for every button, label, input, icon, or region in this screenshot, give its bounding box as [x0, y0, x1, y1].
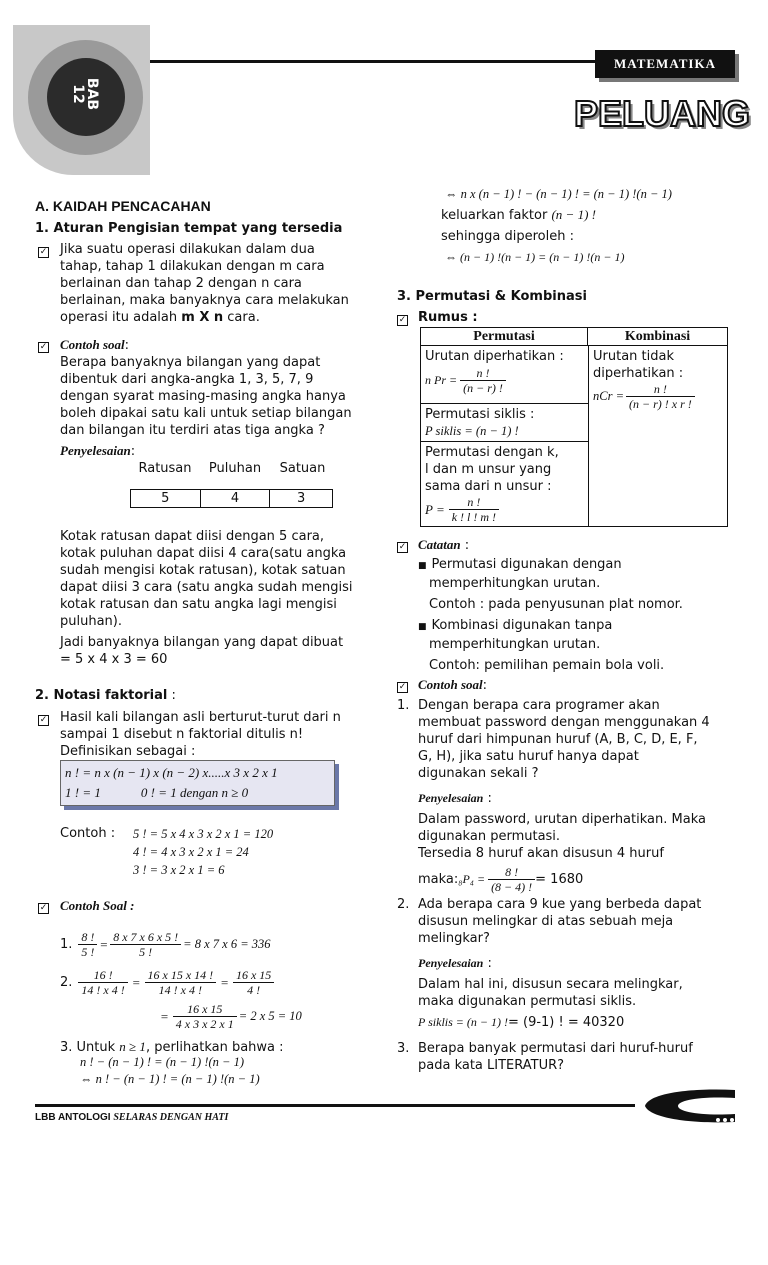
problem-1: Dengan berapa cara programer akan membuat password dengan menggunakan 4 huruf dari himpunan huruf (A, B, C, D, E, F, G, H), jika satu huruf hanya dapat digunakan sekali ? Penyelesaian : Dalam password, urutan diperhatikan. Maka digunakan permutasi. Tersedia 8 huruf akan disusun 4 huruf maka: ₈P₄ = $\frac{8 !}{(8 - 4) !}$ = 1680 [418, 698, 710, 894]
catatan-heading: Catatan : [418, 537, 470, 553]
permutasi-ordered-cell: Urutan diperhatikan : n Pr = $\frac{n !}{(n - r) !}$ [421, 346, 588, 404]
footer-text: LBB ANTOLOGI SELARAS DENGAN HATI [35, 1112, 229, 1123]
checkbox-icon: ✓ [398, 682, 407, 692]
table-head-satuan: Satuan [279, 461, 326, 476]
formula-table [420, 327, 728, 527]
question-3-line-2: ⇔ n ! − (n − 1) ! = (n − 1) !(n − 1) [80, 1072, 260, 1086]
header-rule [150, 60, 595, 63]
penyelesaian-label: Penyelesaian [60, 443, 131, 458]
proof-line-1: ⇔ n x (n − 1) ! − (n − 1) ! = (n − 1) !(n − 1) [445, 187, 672, 201]
contoh-soal-heading: Contoh Soal : [60, 898, 135, 913]
problem-1-number: 1. [397, 698, 410, 713]
permutasi-repeated-cell: Permutasi dengan k, l dan m unsur yang sama dari n unsur : P = $\frac{n !}{k ! l ! m !}$ [425, 445, 559, 524]
checkbox-icon: ✓ [39, 903, 48, 913]
explanation-paragraph: Kotak ratusan dapat diisi dengan 5 cara, kotak puluhan dapat diisi 4 cara(satu angka sudah mengisi kotak ratusan), kotak satuan dapat diisi 3 cara (satu angka sudah mengisi kotak ratusan dan satu angka lagi mengisi puluhan). Jadi banyaknya bilangan yang dapat dibuat = 5 x 4 x 3 = 60 [60, 529, 353, 667]
table-cell: 3 [270, 490, 333, 508]
footer-rule [35, 1104, 635, 1107]
factorial-examples: 5 ! = 5 x 4 x 3 x 2 x 1 = 120 4 ! = 4 x 3 x 2 x 1 = 24 3 ! = 3 x 2 x 1 = 6 [133, 827, 274, 877]
section-a-heading: A. KAIDAH PENCACAHAN [35, 198, 211, 214]
question-2: 2. $\frac{16 !}{14 ! x 4 !}$ = $\frac{16 x 15 x 14 !}{14 ! x 4 !}$ = $\frac{16 x 15}{4 !}$ [60, 968, 274, 997]
factorial-definition-box: n ! = n x (n − 1) x (n − 2) x.....x 3 x 2 x 1 1 ! = 1 0 ! = 1 dengan n ≥ 0 [60, 760, 335, 806]
page-title: PELUANG [573, 93, 750, 134]
problem-2: Ada berapa cara 9 kue yang berbeda dapat disusun melingkar di atas sebuah meja melingkar? Penyelesaian : Dalam hal ini, disusun secara melingkar, maka digunakan permutasi siklis. P siklis = (n − 1) != (9-1) ! = 40320 [418, 897, 702, 1030]
rule-paragraph: Jika suatu operasi dilakukan dalam dua tahap, tahap 1 dilakukan dengan m cara berlainan dan tahap 2 dengan n cara berlainan, maka banyaknya cara melakukan operasi itu adalah m X n cara. [60, 242, 349, 325]
table-head-puluhan: Puluhan [208, 461, 262, 476]
kombinasi-header: Kombinasi [624, 329, 691, 344]
list-item: ■ Kombinasi digunakan tanpa [418, 618, 613, 633]
checkbox-icon: ✓ [39, 342, 48, 352]
question-1: 1. $\frac{8 !}{5 !}$ = $\frac{8 x 7 x 6 x 5 !}{5 !}$ = 8 x 7 x 6 = 336 [60, 930, 271, 959]
problem-2-number: 2. [397, 897, 410, 912]
checkbox-icon: ✓ [39, 247, 48, 257]
table-cell: 5 [131, 490, 201, 508]
permutasi-siklis-cell: Permutasi siklis : P siklis = (n − 1) ! [421, 404, 588, 442]
chapter-badge [47, 58, 125, 136]
example-block: Contoh soal: Berapa banyaknya bilangan yang dapat dibentuk dari angka-angka 1, 3, 5, 7, 9 dengan syarat masing-masing angka hanya boleh dipakai satu kali untuk setiap bilangan dan bilangan itu terdiri atas tiga angka ? Penyelesaian: [60, 337, 352, 459]
factorial-paragraph: Hasil kali bilangan asli berturut-turut dari n sampai 1 disebut n faktorial ditulis n! Definisikan sebagai : [60, 710, 341, 759]
checkbox-icon: ✓ [398, 315, 407, 325]
chapter-badge-text: BAB 12 [70, 77, 100, 111]
checkbox-icon: ✓ [39, 715, 48, 725]
proof-line-3: sehingga diperoleh : [441, 229, 574, 244]
footer-swoosh-icon [640, 1086, 740, 1126]
question-2-step: = $\frac{16 x 15}{4 x 3 x 2 x 1}$ = 2 x 5 = 10 [160, 1002, 302, 1031]
subsection-2-heading: 2. Notasi faktorial : [35, 688, 176, 703]
place-value-table [130, 460, 335, 508]
checkbox-icon: ✓ [398, 542, 407, 552]
subsection-3-heading: 3. Permutasi & Kombinasi [397, 289, 587, 304]
contoh-soal-right-heading: Contoh soal: [418, 677, 488, 693]
contoh-soal-label: Contoh soal [60, 337, 125, 352]
rumus-label: Rumus : [418, 310, 478, 325]
list-item: ■ Permutasi digunakan dengan [418, 557, 622, 572]
permutasi-header: Permutasi [421, 328, 588, 345]
catatan-list: ■ Permutasi digunakan dengan memperhitungkan urutan. Contoh : pada penyusunan plat nomor. ■ Kombinasi digunakan tanpa memperhitungkan urutan. Contoh: pemilihan pemain bola voli. [418, 556, 738, 674]
problem-3-number: 3. [397, 1041, 410, 1056]
proof-line-4: ⇔ (n − 1) !(n − 1) = (n − 1) !(n − 1) [445, 250, 625, 264]
subsection-1-heading: 1. Aturan Pengisian tempat yang tersedia [35, 221, 343, 236]
contoh-label: Contoh : [60, 826, 116, 841]
question-3: 3. Untuk n ≥ 1, perlihatkan bahwa : [60, 1039, 284, 1055]
problem-3: Berapa banyak permutasi dari huruf-huruf pada kata LITERATUR? [418, 1041, 693, 1073]
table-cell: 4 [200, 490, 270, 508]
kombinasi-cell: Urutan tidak diperhatikan : nCr = $\frac{n !}{\text{(n − r) ! x r !}}$ [588, 346, 727, 526]
table-head-ratusan: Ratusan [138, 461, 192, 476]
subject-label: MATEMATIKA [595, 50, 735, 78]
proof-line-2: keluarkan faktor (n − 1) ! [441, 207, 596, 223]
question-3-line-1: n ! − (n − 1) ! = (n − 1) !(n − 1) [80, 1055, 245, 1069]
